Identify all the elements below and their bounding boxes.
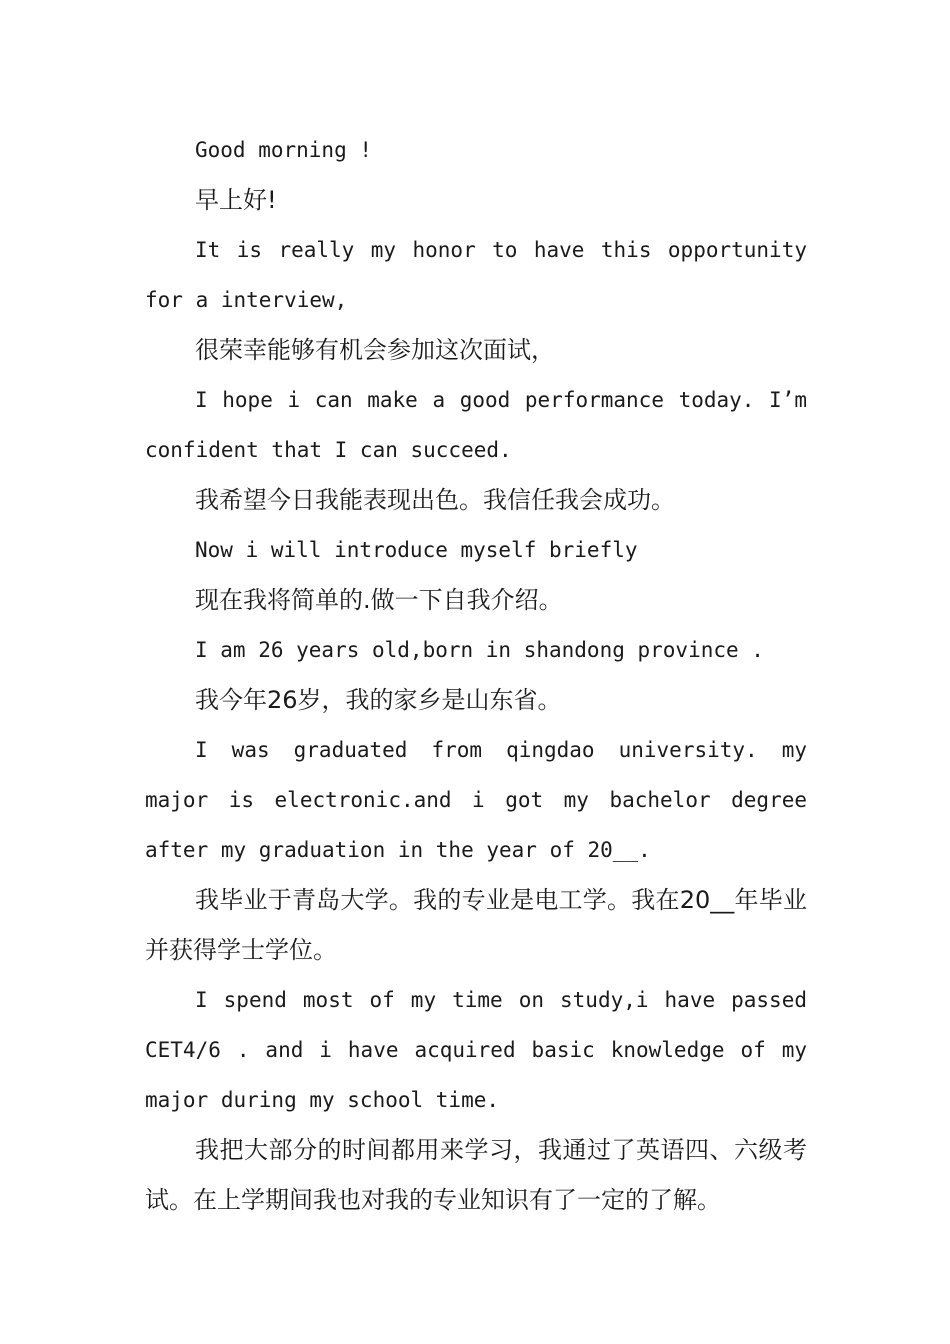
paragraph-graduation-en: I was graduated from qingdao university. my major is electronic.and i got my bachelor degree after my graduation in the year of 20__. [145,738,807,862]
paragraph-greeting-en: Good morning ! [195,138,373,162]
paragraph-performance-en: I hope i can make a good performance today. I’m confident that I can succeed. [145,388,807,462]
paragraph-honor-en: It is really my honor to have this opportunity for a interview, [145,238,807,312]
paragraph-performance-zh: 我希望今日我能表现出色。我信任我会成功。 [195,486,675,514]
paragraph-graduation-zh: 我毕业于青岛大学。我的专业是电工学。我在20__年毕业并获得学士学位。 [145,886,807,964]
paragraph-study-zh: 我把大部分的时间都用来学习，我通过了英语四、六级考试。在上学期间我也对我的专业知识有了一定的了解。 [145,1136,807,1214]
document-page [145,125,807,1225]
paragraph-honor-zh: 很荣幸能够有机会参加这次面试， [195,336,555,364]
paragraph-introduce-zh: 现在我将简单的.做一下自我介绍。 [195,586,563,614]
paragraph-age-en: I am 26 years old,born in shandong province . [195,638,764,662]
paragraph-greeting-zh: 早上好! [195,186,277,214]
paragraph-study-en: I spend most of my time on study,i have passed CET4/6 . and i have acquired basic knowledge of my major during my school time. [145,988,807,1112]
paragraph-age-zh: 我今年26岁，我的家乡是山东省。 [195,686,562,714]
paragraph-introduce-en: Now i will introduce myself briefly [195,538,638,562]
